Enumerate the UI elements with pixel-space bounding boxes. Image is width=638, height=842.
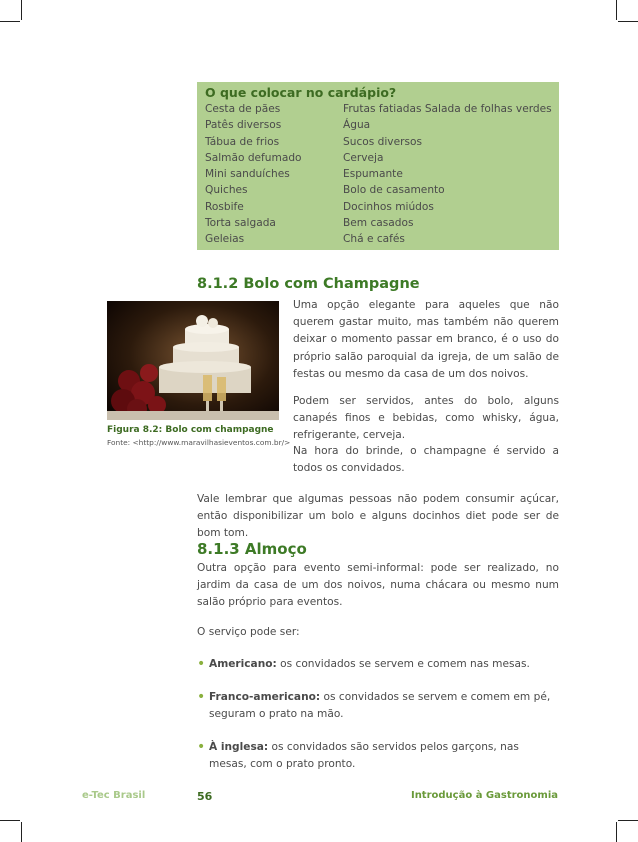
- menu-item: Docinhos miúdos: [343, 200, 434, 213]
- menu-item: Espumante: [343, 168, 403, 181]
- paragraph: Uma opção elegante para aqueles que não querem gastar muito, mas também não querem deixar o momento passar em branco, é o uso do próprio salão paroquial da igreja, de um salão de festas ou mesmo da casa de um dos noivos.: [293, 299, 559, 380]
- crop-mark: [618, 21, 638, 22]
- menu-item: Quiches: [205, 184, 248, 197]
- crop-mark: [616, 822, 617, 842]
- menu-item: Cerveja: [343, 151, 384, 164]
- figure-source: Fonte: <http://www.maravilhasieventos.com.br/>: [107, 438, 291, 447]
- crop-mark: [0, 21, 20, 22]
- menu-right-column: [343, 101, 552, 248]
- page-number: 56: [197, 790, 213, 803]
- list-item-term: Americano:: [209, 658, 277, 670]
- menu-item: Rosbife: [205, 200, 244, 213]
- list-item-term: À inglesa:: [209, 741, 269, 753]
- list-item-text: os convidados se servem e comem em pé, seguram o prato na mão.: [209, 691, 551, 721]
- menu-box: [197, 82, 559, 250]
- menu-item: Água: [343, 119, 371, 132]
- menu-item: Bem casados: [343, 217, 414, 230]
- menu-item: Tábua de frios: [205, 135, 280, 148]
- paragraph: O serviço pode ser:: [197, 626, 300, 638]
- menu-item: Salmão defumado: [205, 151, 302, 164]
- bullet-icon: •: [197, 739, 206, 755]
- list-item-term: Franco-americano:: [209, 691, 321, 703]
- list-item-text: os convidados se servem e comem nas mesas.: [276, 658, 530, 670]
- menu-item: Bolo de casamento: [343, 184, 445, 197]
- section-heading: 8.1.2 Bolo com Champagne: [197, 276, 420, 292]
- section-heading: 8.1.3 Almoço: [197, 540, 307, 558]
- menu-item: Cesta de pães: [205, 103, 281, 115]
- paragraph: Na hora do brinde, o champagne é servido a todos os convidados.: [293, 445, 559, 475]
- menu-left-column: [205, 101, 302, 248]
- list-item: [197, 656, 559, 673]
- cake-illustration: [107, 301, 279, 420]
- figure-caption: Figura 8.2: Bolo com champagne: [107, 425, 274, 435]
- bullet-icon: •: [197, 689, 206, 705]
- crop-mark: [21, 822, 22, 842]
- crop-mark: [616, 0, 617, 20]
- menu-box-title: O que colocar no cardápio?: [205, 85, 397, 100]
- footer-left: e-Tec Brasil: [82, 790, 146, 801]
- menu-item: Torta salgada: [205, 217, 276, 230]
- menu-item: Mini sanduíches: [205, 168, 290, 181]
- crop-mark: [618, 820, 638, 821]
- list-item: [197, 689, 559, 723]
- paragraph: Podem ser servidos, antes do bolo, alguns canapés finos e bebidas, como whisky, água, refrigerante, cerveja.: [293, 395, 559, 442]
- paragraph: Vale lembrar que algumas pessoas não podem consumir açúcar, então disponibilizar um bolo e alguns docinhos diet pode ser de bom tom.: [197, 493, 559, 540]
- crop-mark: [21, 0, 22, 20]
- menu-item: Geleias: [205, 233, 245, 246]
- menu-item: Patês diversos: [205, 119, 282, 132]
- menu-item: Frutas fatiadas Salada de folhas verdes: [343, 103, 552, 115]
- menu-item: Chá e cafés: [343, 233, 405, 246]
- crop-mark: [0, 820, 20, 821]
- list-item: [197, 739, 559, 773]
- cake-champagne-photo: [107, 301, 279, 420]
- menu-item: Sucos diversos: [343, 135, 422, 148]
- paragraph: Outra opção para evento semi-informal: pode ser realizado, no jardim da casa de um dos noivos, numa chácara ou mesmo num salão próprio para eventos.: [197, 562, 559, 609]
- bullet-icon: •: [197, 656, 206, 672]
- list-item-text: os convidados são servidos pelos garçons, nas mesas, com o prato pronto.: [209, 741, 519, 771]
- footer-right: Introdução à Gastronomia: [410, 790, 558, 801]
